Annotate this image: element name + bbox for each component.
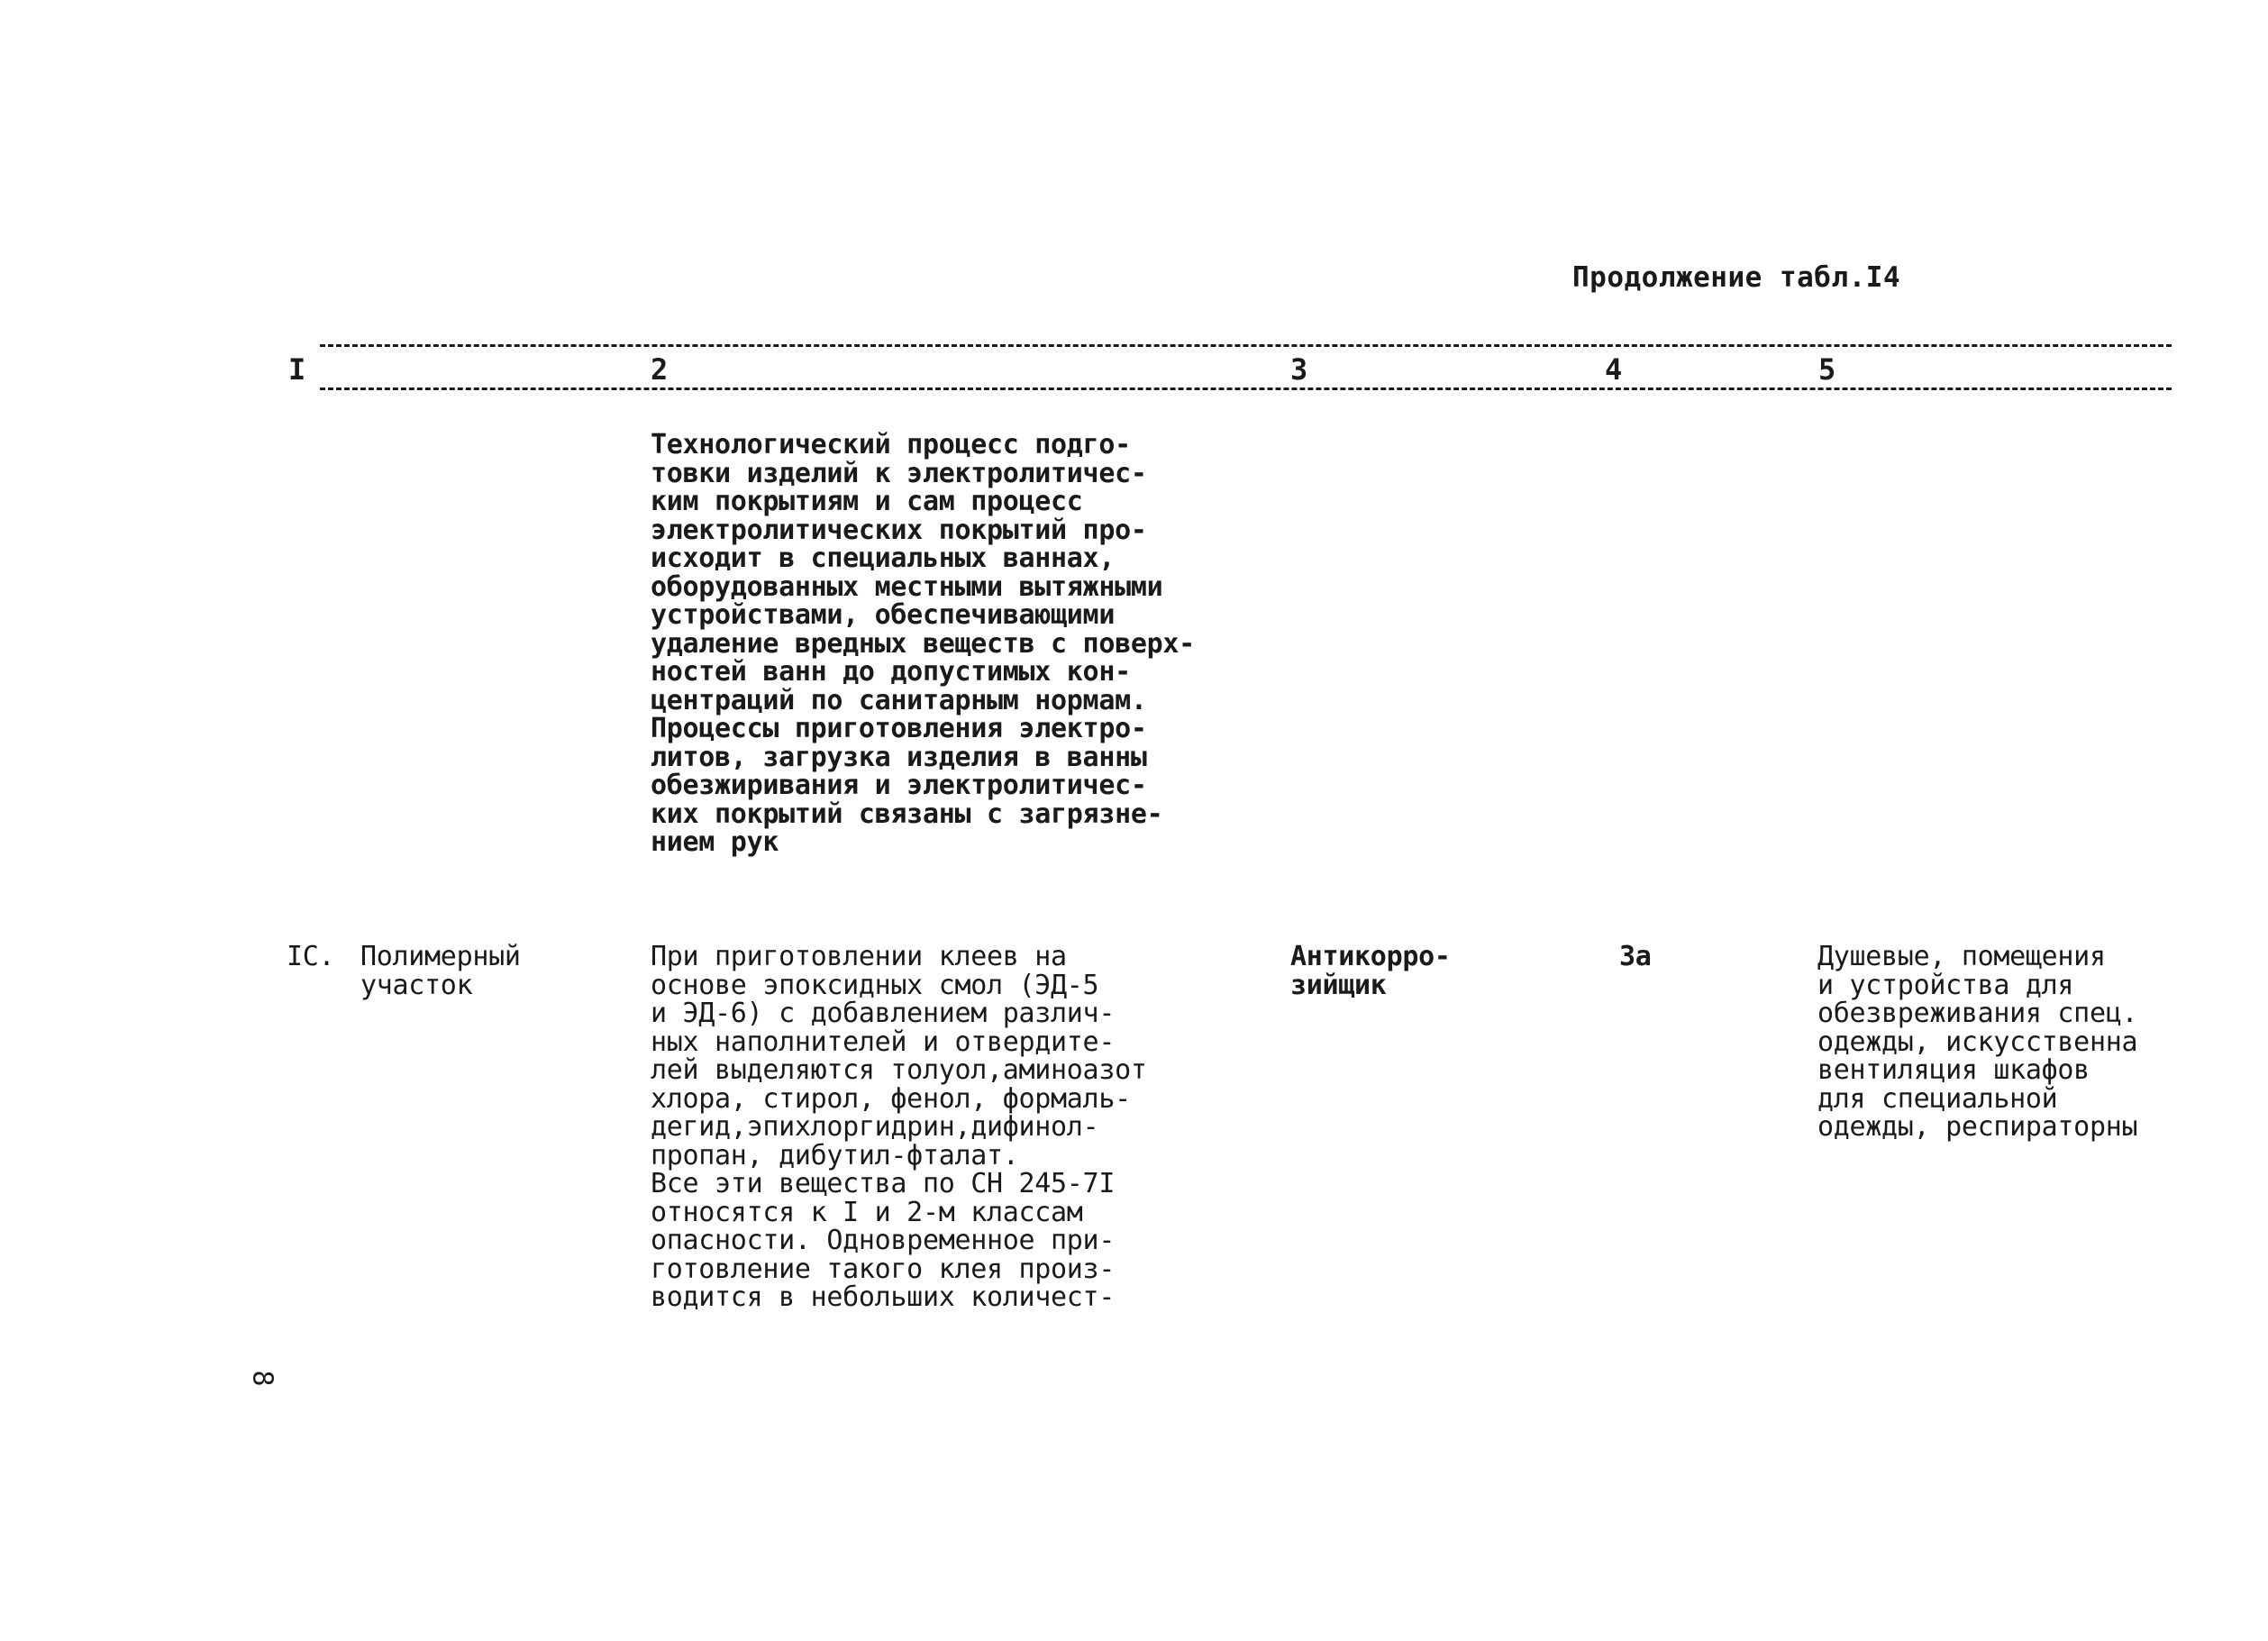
table-row-1-description: Технологический процесс подго- товки изделий к электролитичес- ким покрытиям и сам процесс электролитических покрытий про- исходит в специальных ваннах, оборудованных местными вытяжными устройствами, обеспечивающими удаление вредных веществ с поверх- ностей ванн до допустимых кон- центраций по санитарным нормам. Процессы приготовления электро- литов, загрузка изделия в ванны обезжиривания и электролитичес- ких покрытий связаны с загрязне- нием рук [651,429,1195,858]
page-number-mark: 8 [246,1370,278,1387]
table-row-2-number: IC. [287,941,335,972]
table-row-2-group: 3а [1619,941,1652,972]
column-number-1: I [285,353,309,386]
column-number-5: 5 [1815,353,1839,386]
column-number-4: 4 [1601,353,1626,386]
table-row-2-profession: Антикорро- зийщик [1290,941,1451,1001]
table-row-2-section: Полимерный участок [360,941,521,1001]
table-row-2-description: При приготовлении клеев на основе эпоксидных смол (ЭД-5 и ЭД-6) с добавлением различ- ных наполнителей и отвердите- лей выделяются толуол,аминоазот хлора, стирол, фенол, формаль- дегид,эпихлоргидрин,дифинол- пропан, дибутил-фталат. Все эти вещества по СН 245-7I относятся к I и 2-м классам опасности. Одновременное при- готовление такого клея произ- водится в небольших количест- [651,941,1147,1313]
table-header-top-rule [320,344,2172,347]
column-number-2: 2 [647,353,671,386]
table-row-2-devices: Душевые, помещения и устройства для обезвреживания спец. одежды, искусственна вентиляция шкафов для специальной одежды, респираторны [1817,941,2138,1143]
table-continuation-caption: Продолжение табл.I4 [1572,261,1901,294]
column-number-3: 3 [1287,353,1311,386]
table-header-bottom-rule [320,387,2172,390]
